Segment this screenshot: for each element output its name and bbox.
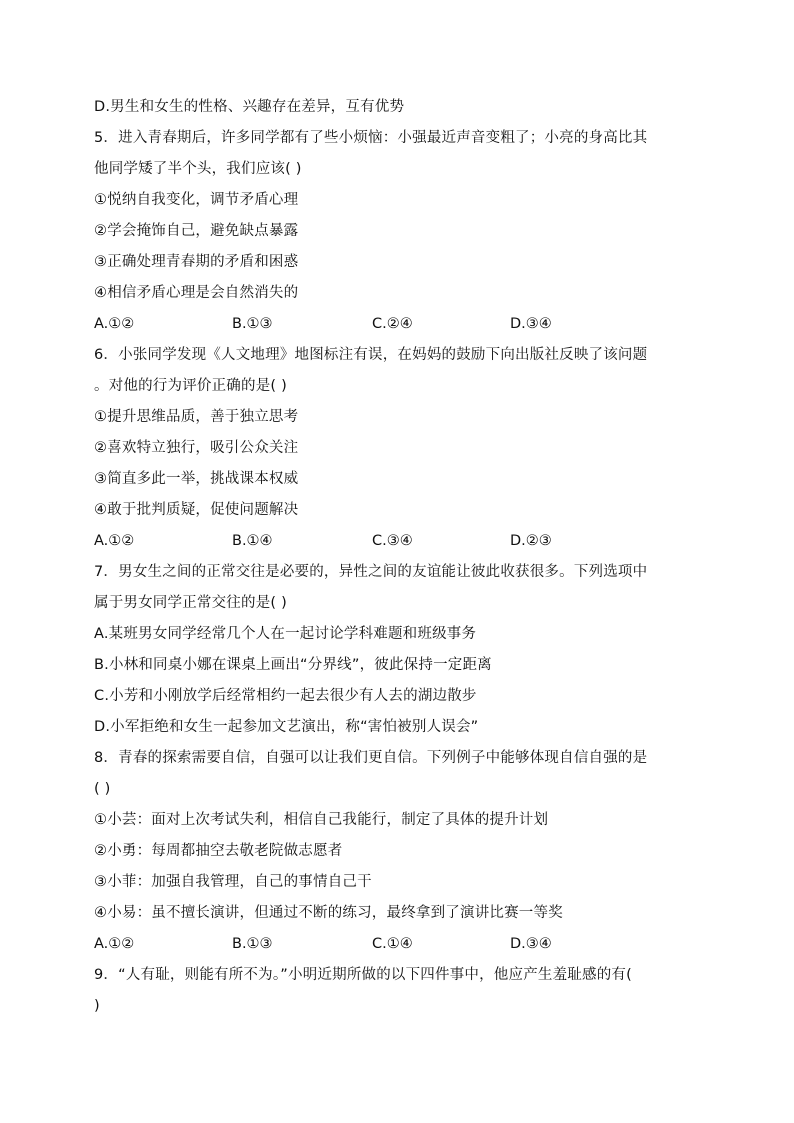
q5-option-d: D.③④ — [510, 316, 552, 332]
q8-option-a: A.①② — [94, 936, 135, 952]
q6-options — [94, 531, 714, 551]
q5-options — [94, 314, 714, 334]
q6-statement-1: ①提升思维品质，善于独立思考 — [94, 409, 299, 425]
q5-statement-2: ②学会掩饰自己，避免缺点暴露 — [94, 223, 299, 239]
q7-option-a: A.某班男女同学经常几个人在一起讨论学科难题和班级事务 — [94, 626, 477, 642]
q6-statement-3: ③简直多此一举，挑战课本权威 — [94, 471, 299, 487]
q8-statement-1: ①小芸：面对上次考试失利，相信自己我能行，制定了具体的提升计划 — [94, 812, 549, 828]
q8-option-d: D.③④ — [510, 936, 552, 952]
q8-statement-3: ③小菲：加强自我管理，自己的事情自己干 — [94, 874, 372, 890]
q8-options — [94, 934, 714, 954]
q6-option-b: B.①④ — [232, 533, 273, 549]
q6-statement-2: ②喜欢特立独行，吸引公众关注 — [94, 440, 299, 456]
q8-option-c: C.①④ — [372, 936, 413, 952]
q9-stem-line-2: ) — [94, 998, 100, 1014]
q6-stem-line-2: 。对他的行为评价正确的是( ) — [94, 378, 287, 394]
q5-option-b: B.①③ — [232, 316, 273, 332]
q8-statement-4: ④小易：虽不擅长演讲，但通过不断的练习，最终拿到了演讲比赛一等奖 — [94, 905, 563, 921]
q6-option-a: A.①② — [94, 533, 135, 549]
q4-option-d: D.男生和女生的性格、兴趣存在差异，互有优势 — [94, 99, 405, 115]
q6-option-c: C.③④ — [372, 533, 413, 549]
q5-statement-3: ③正确处理青春期的矛盾和困惑 — [94, 254, 299, 270]
q5-stem-line-1: 5．进入青春期后，许多同学都有了些小烦恼：小强最近声音变粗了；小亮的身高比其 — [94, 130, 648, 146]
q5-stem-line-2: 他同学矮了半个头，我们应该( ) — [94, 161, 302, 177]
q7-stem-line-2: 属于男女同学正常交往的是( ) — [94, 595, 287, 611]
q8-option-b: B.①③ — [232, 936, 273, 952]
q7-stem-line-1: 7．男女生之间的正常交往是必要的，异性之间的友谊能让彼此收获很多。下列选项中 — [94, 564, 648, 580]
q9-stem-line-1: 9．“人有耻，则能有所不为。”小明近期所做的以下四件事中，他应产生羞耻感的有( — [94, 967, 632, 983]
q7-option-d: D.小军拒绝和女生一起参加文艺演出，称“害怕被别人误会” — [94, 719, 479, 735]
q6-stem-line-1: 6．小张同学发现《人文地理》地图标注有误，在妈妈的鼓励下向出版社反映了该问题 — [94, 347, 648, 363]
q8-stem-line-2: ( ) — [94, 781, 111, 797]
q5-option-a: A.①② — [94, 316, 135, 332]
q8-stem-line-1: 8．青春的探索需要自信，自强可以让我们更自信。下列例子中能够体现自信自强的是 — [94, 750, 648, 766]
q5-statement-1: ①悦纳自我变化，调节矛盾心理 — [94, 192, 299, 208]
q7-option-c: C.小芳和小刚放学后经常相约一起去很少有人去的湖边散步 — [94, 688, 477, 704]
q8-statement-2: ②小勇：每周都抽空去敬老院做志愿者 — [94, 843, 343, 859]
q6-statement-4: ④敢于批判质疑，促使问题解决 — [94, 502, 299, 518]
q6-option-d: D.②③ — [510, 533, 552, 549]
q5-statement-4: ④相信矛盾心理是会自然消失的 — [94, 285, 299, 301]
q5-option-c: C.②④ — [372, 316, 413, 332]
q7-option-b: B.小林和同桌小娜在课桌上画出“分界线”，彼此保持一定距离 — [94, 657, 492, 673]
